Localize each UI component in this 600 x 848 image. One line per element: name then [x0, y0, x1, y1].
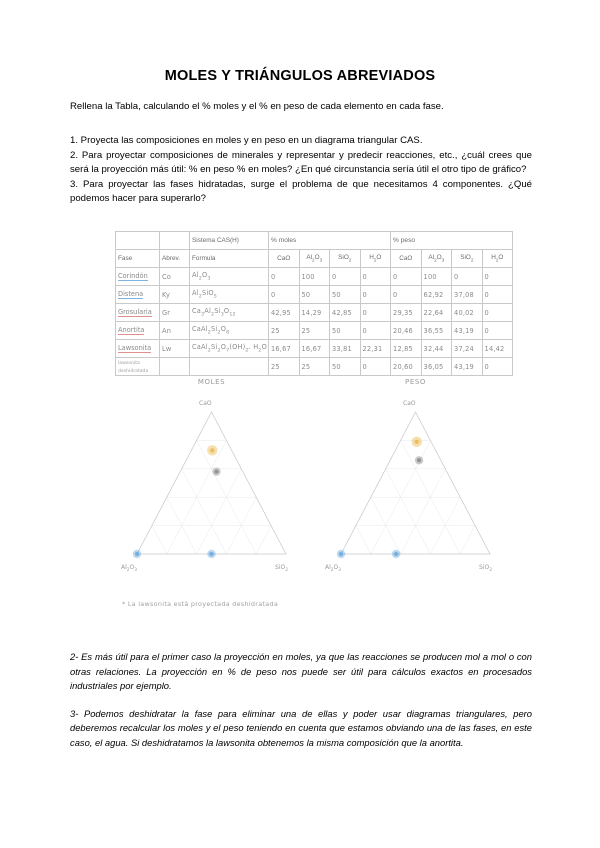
table-row [116, 304, 513, 322]
phase-label: Grosularia [118, 308, 152, 316]
anortita-point-core [210, 448, 214, 452]
group-header-moles: % moles [269, 232, 391, 250]
vertex-label-cao-peso: CaO [403, 400, 416, 407]
group-header-system: Sistema CAS(H) [190, 232, 269, 250]
table-row [116, 286, 513, 304]
cell-moles-value: 0 [360, 286, 391, 304]
cell-fase [116, 304, 160, 322]
cell-formula: $Al_2SiO_5$ [190, 286, 269, 304]
cell-formula: $CaAl_2Si_2O_8$ [190, 322, 269, 340]
cell-abrev: Ky [160, 286, 190, 304]
cell-peso-value: 0 [482, 286, 513, 304]
cell-peso-value: 20,60 [391, 358, 422, 376]
vertex-label-sio2-peso: SiO$_2$ [479, 564, 492, 574]
ternary-plot-moles [119, 394, 304, 579]
grosularia-point-core [214, 470, 218, 474]
composition-table-body [116, 268, 513, 376]
cell-fase [116, 358, 160, 376]
ternary-diagrams [115, 378, 515, 593]
cell-moles-value: 25 [269, 322, 300, 340]
cell-abrev [160, 358, 190, 376]
cell-moles-value: 0 [360, 304, 391, 322]
page-title: MOLES Y TRIÁNGULOS ABREVIADOS [164, 68, 436, 84]
col-header-peso-cao: CaO [391, 250, 422, 268]
composition-table [115, 231, 513, 376]
col-header-peso-h2o: $H_2O$ [482, 250, 513, 268]
phase-label: Corindón [118, 272, 148, 280]
lead-paragraph: Rellena la Tabla, calculando el % moles y el % en peso de cada elemento en cada fase. [70, 101, 444, 112]
cell-abrev: Gr [160, 304, 190, 322]
ternary-diagram-peso [323, 378, 508, 593]
spacer-cell-2 [160, 232, 190, 250]
cell-moles-value: 16,67 [299, 340, 330, 358]
ternary-diagram-moles [119, 378, 304, 593]
distena-point-core [394, 552, 398, 556]
phase-label: Anortita [118, 326, 145, 334]
cell-peso-value: 22,64 [421, 304, 452, 322]
cell-moles-value: 50 [330, 358, 361, 376]
cell-moles-value: 25 [269, 358, 300, 376]
cell-peso-value: 29,35 [391, 304, 422, 322]
cell-moles-value: 0 [360, 322, 391, 340]
cell-peso-value: 40,02 [452, 304, 483, 322]
col-header-peso-al2o3: $Al_2O_3$ [421, 250, 452, 268]
distena-point-core [209, 552, 213, 556]
cell-moles-value: 50 [330, 322, 361, 340]
cell-peso-value: 36,55 [421, 322, 452, 340]
col-header-formula: Formula [190, 250, 269, 268]
ternary-plot-peso [323, 394, 508, 579]
table-row [116, 340, 513, 358]
question-1: 1. Proyecta las composiciones en moles y en peso en un diagrama triangular CAS. [70, 135, 423, 146]
cell-peso-value: 0 [391, 268, 422, 286]
col-header-moles-al2o3: $Al_2O_3$ [299, 250, 330, 268]
table-row [116, 322, 513, 340]
table-group-header-row [116, 232, 513, 250]
table-row [116, 268, 513, 286]
col-header-moles-cao: CaO [269, 250, 300, 268]
cell-abrev: Co [160, 268, 190, 286]
cell-peso-value: 100 [421, 268, 452, 286]
grosularia-point-core [417, 458, 421, 462]
cell-peso-value: 43,19 [452, 322, 483, 340]
answer-3: 3- Podemos deshidratar la fase para eliminar una de ellas y poder usar diagramas triangulares, pero deberemos recalcular los moles y el peso teniendo en cuenta que estamos obviando una de las fases, en este caso, el agua. Si deshidratamos la lawsonita obtenemos la misma composición que la anortita. [70, 707, 532, 748]
question-3: 3. Para proyectar las fases hidratadas, surge el problema de que necesitamos 4 componentes. ¿Qué podemos hacer para superarlo? [70, 178, 532, 205]
cell-fase [116, 322, 160, 340]
col-header-fase: Fase [116, 250, 160, 268]
cell-moles-value: 0 [360, 268, 391, 286]
cell-formula [190, 358, 269, 376]
cell-peso-value: 0 [391, 286, 422, 304]
cell-abrev: Lw [160, 340, 190, 358]
diagram-note: * La lawsonita está proyectada deshidratada [122, 600, 279, 608]
table-row [116, 358, 513, 376]
cell-moles-value: 42,85 [330, 304, 361, 322]
cell-fase [116, 268, 160, 286]
corindon-point-core [135, 552, 139, 556]
cell-fase [116, 340, 160, 358]
answer-2: 2- Es más útil para el primer caso la proyección en moles, ya que las reacciones se producen mol a mol o con otras relaciones. La proyección en % de peso nos puede ser útil para cálculos exactos en procesados industriales por ejemplo. [70, 651, 532, 692]
col-header-moles-h2o: $H_2O$ [360, 250, 391, 268]
col-header-moles-sio2: SiO$_2$ [330, 250, 361, 268]
col-header-peso-sio2: SiO$_2$ [452, 250, 483, 268]
vertex-label-sio2-moles: SiO$_2$ [275, 564, 288, 574]
cell-peso-value: 37,08 [452, 286, 483, 304]
cell-moles-value: 42,95 [269, 304, 300, 322]
cell-peso-value: 0 [482, 304, 513, 322]
cell-moles-value: 0 [360, 358, 391, 376]
cell-moles-value: 25 [299, 322, 330, 340]
cell-peso-value: 0 [482, 358, 513, 376]
cell-peso-value: 43,19 [452, 358, 483, 376]
cell-formula: $Ca_3Al_2Si_3O_{12}$ [190, 304, 269, 322]
group-header-peso: % peso [391, 232, 513, 250]
cell-formula: $Al_2O_3$ [190, 268, 269, 286]
cell-moles-value: 33,81 [330, 340, 361, 358]
phase-label: lawsonita deshidratada [118, 361, 149, 374]
ternary-title-moles: MOLES [197, 378, 226, 386]
cell-peso-value: 0 [482, 268, 513, 286]
cell-moles-value: 0 [269, 286, 300, 304]
vertex-label-al2o3-moles: $Al_2O_3$ [121, 564, 138, 574]
cell-peso-value: 12,85 [391, 340, 422, 358]
cell-formula: $CaAl_2Si_2O_7(OH)_2$. $H_2O$ [190, 340, 269, 358]
answer-list [70, 650, 532, 764]
vertex-label-al2o3-peso: $Al_2O_3$ [325, 564, 342, 574]
cell-peso-value: 32,44 [421, 340, 452, 358]
spacer-cell-1 [116, 232, 160, 250]
cell-moles-value: 50 [299, 286, 330, 304]
cell-peso-value: 14,42 [482, 340, 513, 358]
cell-abrev: An [160, 322, 190, 340]
corindon-point-core [339, 552, 343, 556]
table-column-header-row [116, 250, 513, 268]
vertex-label-cao-moles: CaO [199, 400, 212, 407]
cell-peso-value: 20,46 [391, 322, 422, 340]
cell-moles-value: 16,67 [269, 340, 300, 358]
question-list [70, 134, 532, 207]
anortita-point-core [415, 440, 419, 444]
question-2: 2. Para proyectar composiciones de minerales y representar y predecir reacciones, etc., ¿cuál crees que será la proyección más útil: % en peso % en moles? ¿En qué circunstancia sería útil el otro tipo de gráfico? [70, 149, 532, 176]
cell-fase [116, 286, 160, 304]
phase-label: Lawsonita [118, 344, 152, 352]
cell-peso-value: 36,05 [421, 358, 452, 376]
cell-moles-value: 0 [330, 268, 361, 286]
cell-moles-value: 50 [330, 286, 361, 304]
cell-moles-value: 100 [299, 268, 330, 286]
cell-peso-value: 0 [482, 322, 513, 340]
phase-label: Distena [118, 290, 144, 298]
cell-moles-value: 25 [299, 358, 330, 376]
cell-peso-value: 0 [452, 268, 483, 286]
cell-peso-value: 37,24 [452, 340, 483, 358]
cell-moles-value: 22,31 [360, 340, 391, 358]
col-header-abrev: Abrev. [160, 250, 190, 268]
cell-moles-value: 0 [269, 268, 300, 286]
cell-moles-value: 14,29 [299, 304, 330, 322]
ternary-title-peso: PESO [405, 378, 426, 386]
cell-peso-value: 62,92 [421, 286, 452, 304]
composition-table-wrapper [115, 231, 512, 374]
